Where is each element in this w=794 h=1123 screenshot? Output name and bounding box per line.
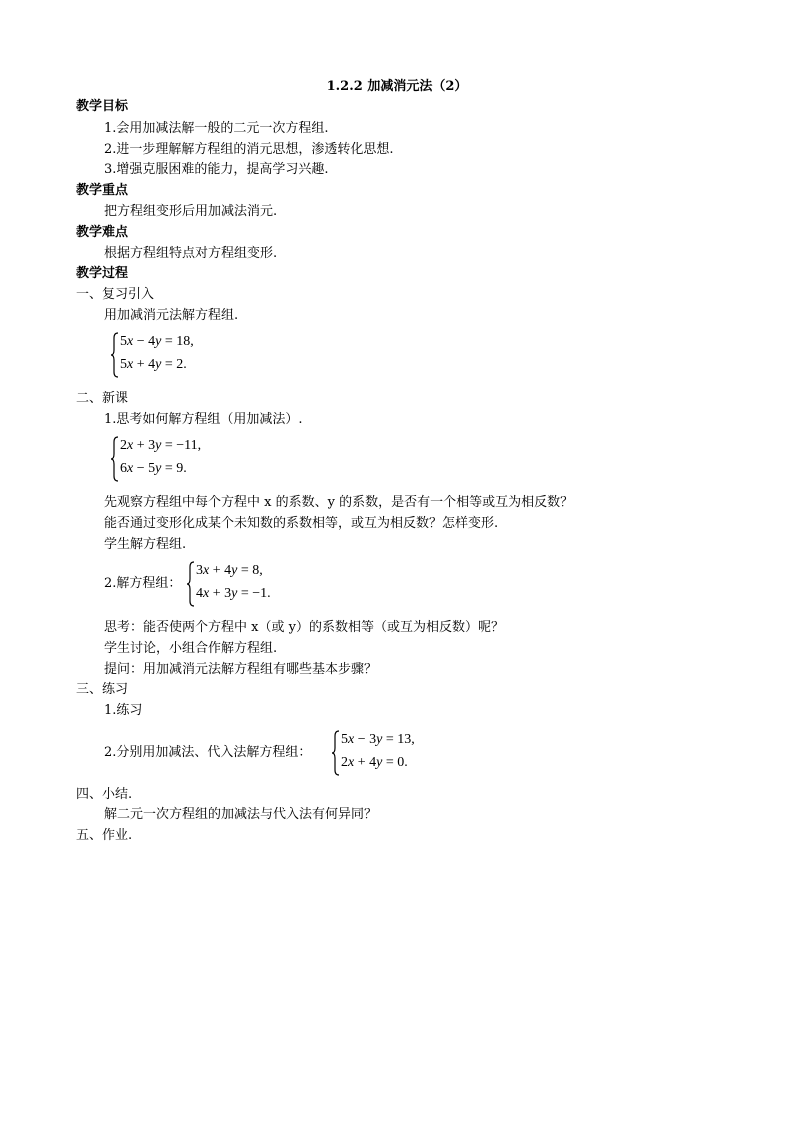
- heading-key-points: 教学重点: [76, 183, 129, 198]
- part3-item-1: 1.练习: [104, 703, 143, 718]
- equation: 5x − 3y = 13,: [341, 732, 415, 747]
- goal-2: 2.进一步理解解方程组的消元思想，渗透转化思想.: [104, 142, 394, 157]
- goal-3: 3.增强克服困难的能力，提高学习兴趣.: [104, 162, 329, 177]
- part4-text: 解二元一次方程组的加减法与代入法有何异同？: [104, 807, 378, 822]
- equation: 2x + 4y = 0.: [341, 755, 408, 770]
- brace-icon: [110, 436, 120, 482]
- part2-paragraph-4: 思考：能否使两个方程中 x（或 y）的系数相等（或互为相反数）呢？: [104, 620, 504, 635]
- part3-item-2: 2.分别用加减法、代入法解方程组：: [104, 745, 312, 760]
- brace-icon: [331, 730, 341, 776]
- document-title: 1.2.2 加减消元法（2）: [326, 79, 468, 94]
- part2-paragraph-2: 能否通过变形化成某个未知数的系数相等，或互为相反数？怎样变形.: [104, 516, 499, 531]
- part4-heading: 四、小结.: [76, 787, 133, 802]
- equation: 5x − 4y = 18,: [120, 334, 194, 349]
- part1-text: 用加减消元法解方程组.: [104, 308, 239, 323]
- part2-paragraph-6: 提问：用加减消元法解方程组有哪些基本步骤？: [104, 662, 378, 677]
- part3-heading: 三、练习: [76, 682, 129, 697]
- part5-heading: 五、作业.: [76, 828, 133, 843]
- equation: 6x − 5y = 9.: [120, 461, 187, 476]
- part1-heading: 一、复习引入: [76, 287, 155, 302]
- heading-goals: 教学目标: [76, 99, 129, 114]
- part2-paragraph-5: 学生讨论，小组合作解方程组.: [104, 641, 278, 656]
- goal-1: 1.会用加减法解一般的二元一次方程组.: [104, 121, 329, 136]
- equation-system-1: [110, 332, 230, 378]
- brace-icon: [110, 332, 120, 378]
- equation: 4x + 3y = −1.: [196, 586, 271, 601]
- difficulty-text: 根据方程组特点对方程组变形.: [104, 246, 278, 261]
- equation: 2x + 3y = −11,: [120, 438, 202, 453]
- equation: 5x + 4y = 2.: [120, 357, 187, 372]
- equation: 3x + 4y = 8,: [196, 563, 263, 578]
- equation-system-2: [110, 436, 230, 482]
- heading-process: 教学过程: [76, 266, 129, 281]
- part2-question-1: 1.思考如何解方程组（用加减法）.: [104, 412, 303, 427]
- part2-heading: 二、新课: [76, 391, 129, 406]
- equation-system-3: [186, 561, 306, 607]
- part2-paragraph-1: 先观察方程组中每个方程中 x 的系数、y 的系数，是否有一个相等或互为相反数？: [104, 495, 574, 510]
- heading-difficulties: 教学难点: [76, 225, 129, 240]
- part2-question-2: 2.解方程组：: [104, 576, 182, 591]
- brace-icon: [186, 561, 196, 607]
- equation-system-4: [331, 730, 461, 776]
- part2-paragraph-3: 学生解方程组.: [104, 537, 187, 552]
- key-point-text: 把方程组变形后用加减法消元.: [104, 204, 278, 219]
